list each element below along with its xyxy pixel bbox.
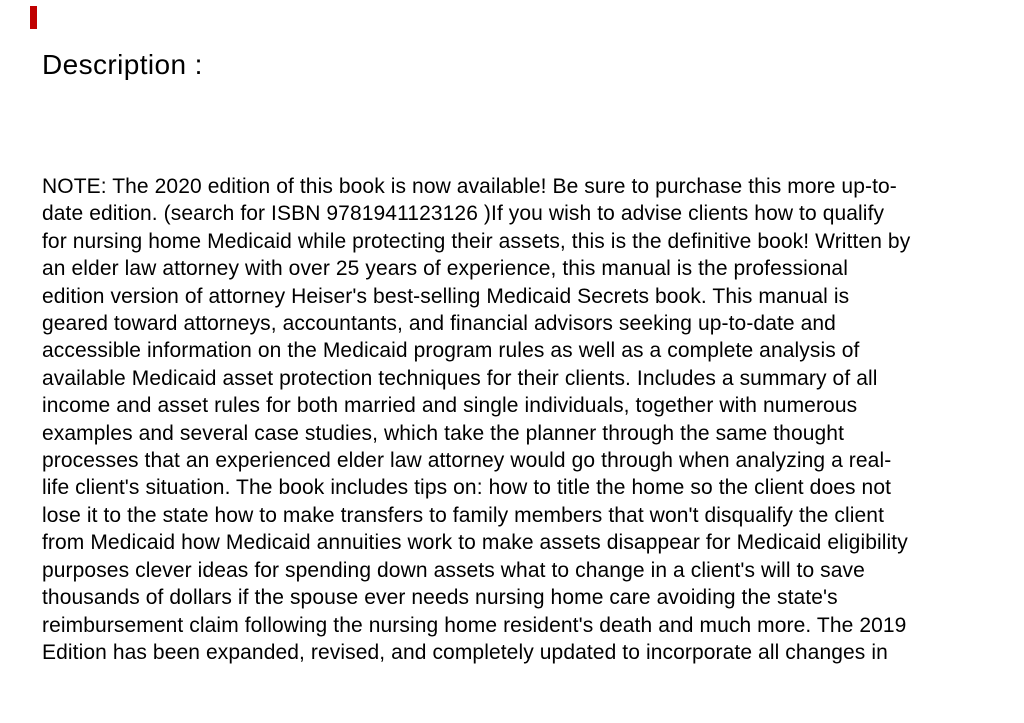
text-line: accessible information on the Medicaid program rules as well as a complete analysis of [42,339,860,363]
text-line: reimbursement claim following the nursing home resident's death and much more. The 2019 [42,613,907,637]
text-line: income and asset rules for both married and single individuals, together with numerous [42,394,858,418]
text-line: processes that an experienced elder law attorney would go through when analyzing a real- [42,449,892,473]
text-line: life client's situation. The book includes tips on: how to title the home so the client does not [42,476,892,500]
text-line: lose it to the state how to make transfers to family members that won't disqualify the client [42,503,885,527]
description-paragraph [42,173,910,666]
text-line: geared toward attorneys, accountants, and financial advisors seeking up-to-date and [42,312,836,336]
text-line: date edition. (search for ISBN 9781941123126 )If you wish to advise clients how to qualify [42,202,885,226]
text-line: edition version of attorney Heiser's best-selling Medicaid Secrets book. This manual is [42,284,850,308]
text-line: from Medicaid how Medicaid annuities work to make assets disappear for Medicaid eligibility [42,531,908,555]
page-title: Description : [42,49,203,80]
text-line: purposes clever ideas for spending down assets what to change in a client's will to save [42,558,865,582]
text-line: NOTE: The 2020 edition of this book is now available! Be sure to purchase this more up-to- [42,175,897,198]
text-line: an elder law attorney with over 25 years of experience, this manual is the professional [42,257,848,281]
text-line: examples and several case studies, which take the planner through the same thought [42,421,845,445]
text-line: for nursing home Medicaid while protecting their assets, this is the definitive book! Written by [42,229,911,253]
text-line: thousands of dollars if the spouse ever needs nursing home care avoiding the state's [42,586,838,610]
red-placeholder-marker-icon [30,6,37,29]
text-line: available Medicaid asset protection techniques for their clients. Includes a summary of all [42,366,878,390]
text-line: Edition has been expanded, revised, and completely updated to incorporate all changes in [42,640,888,664]
